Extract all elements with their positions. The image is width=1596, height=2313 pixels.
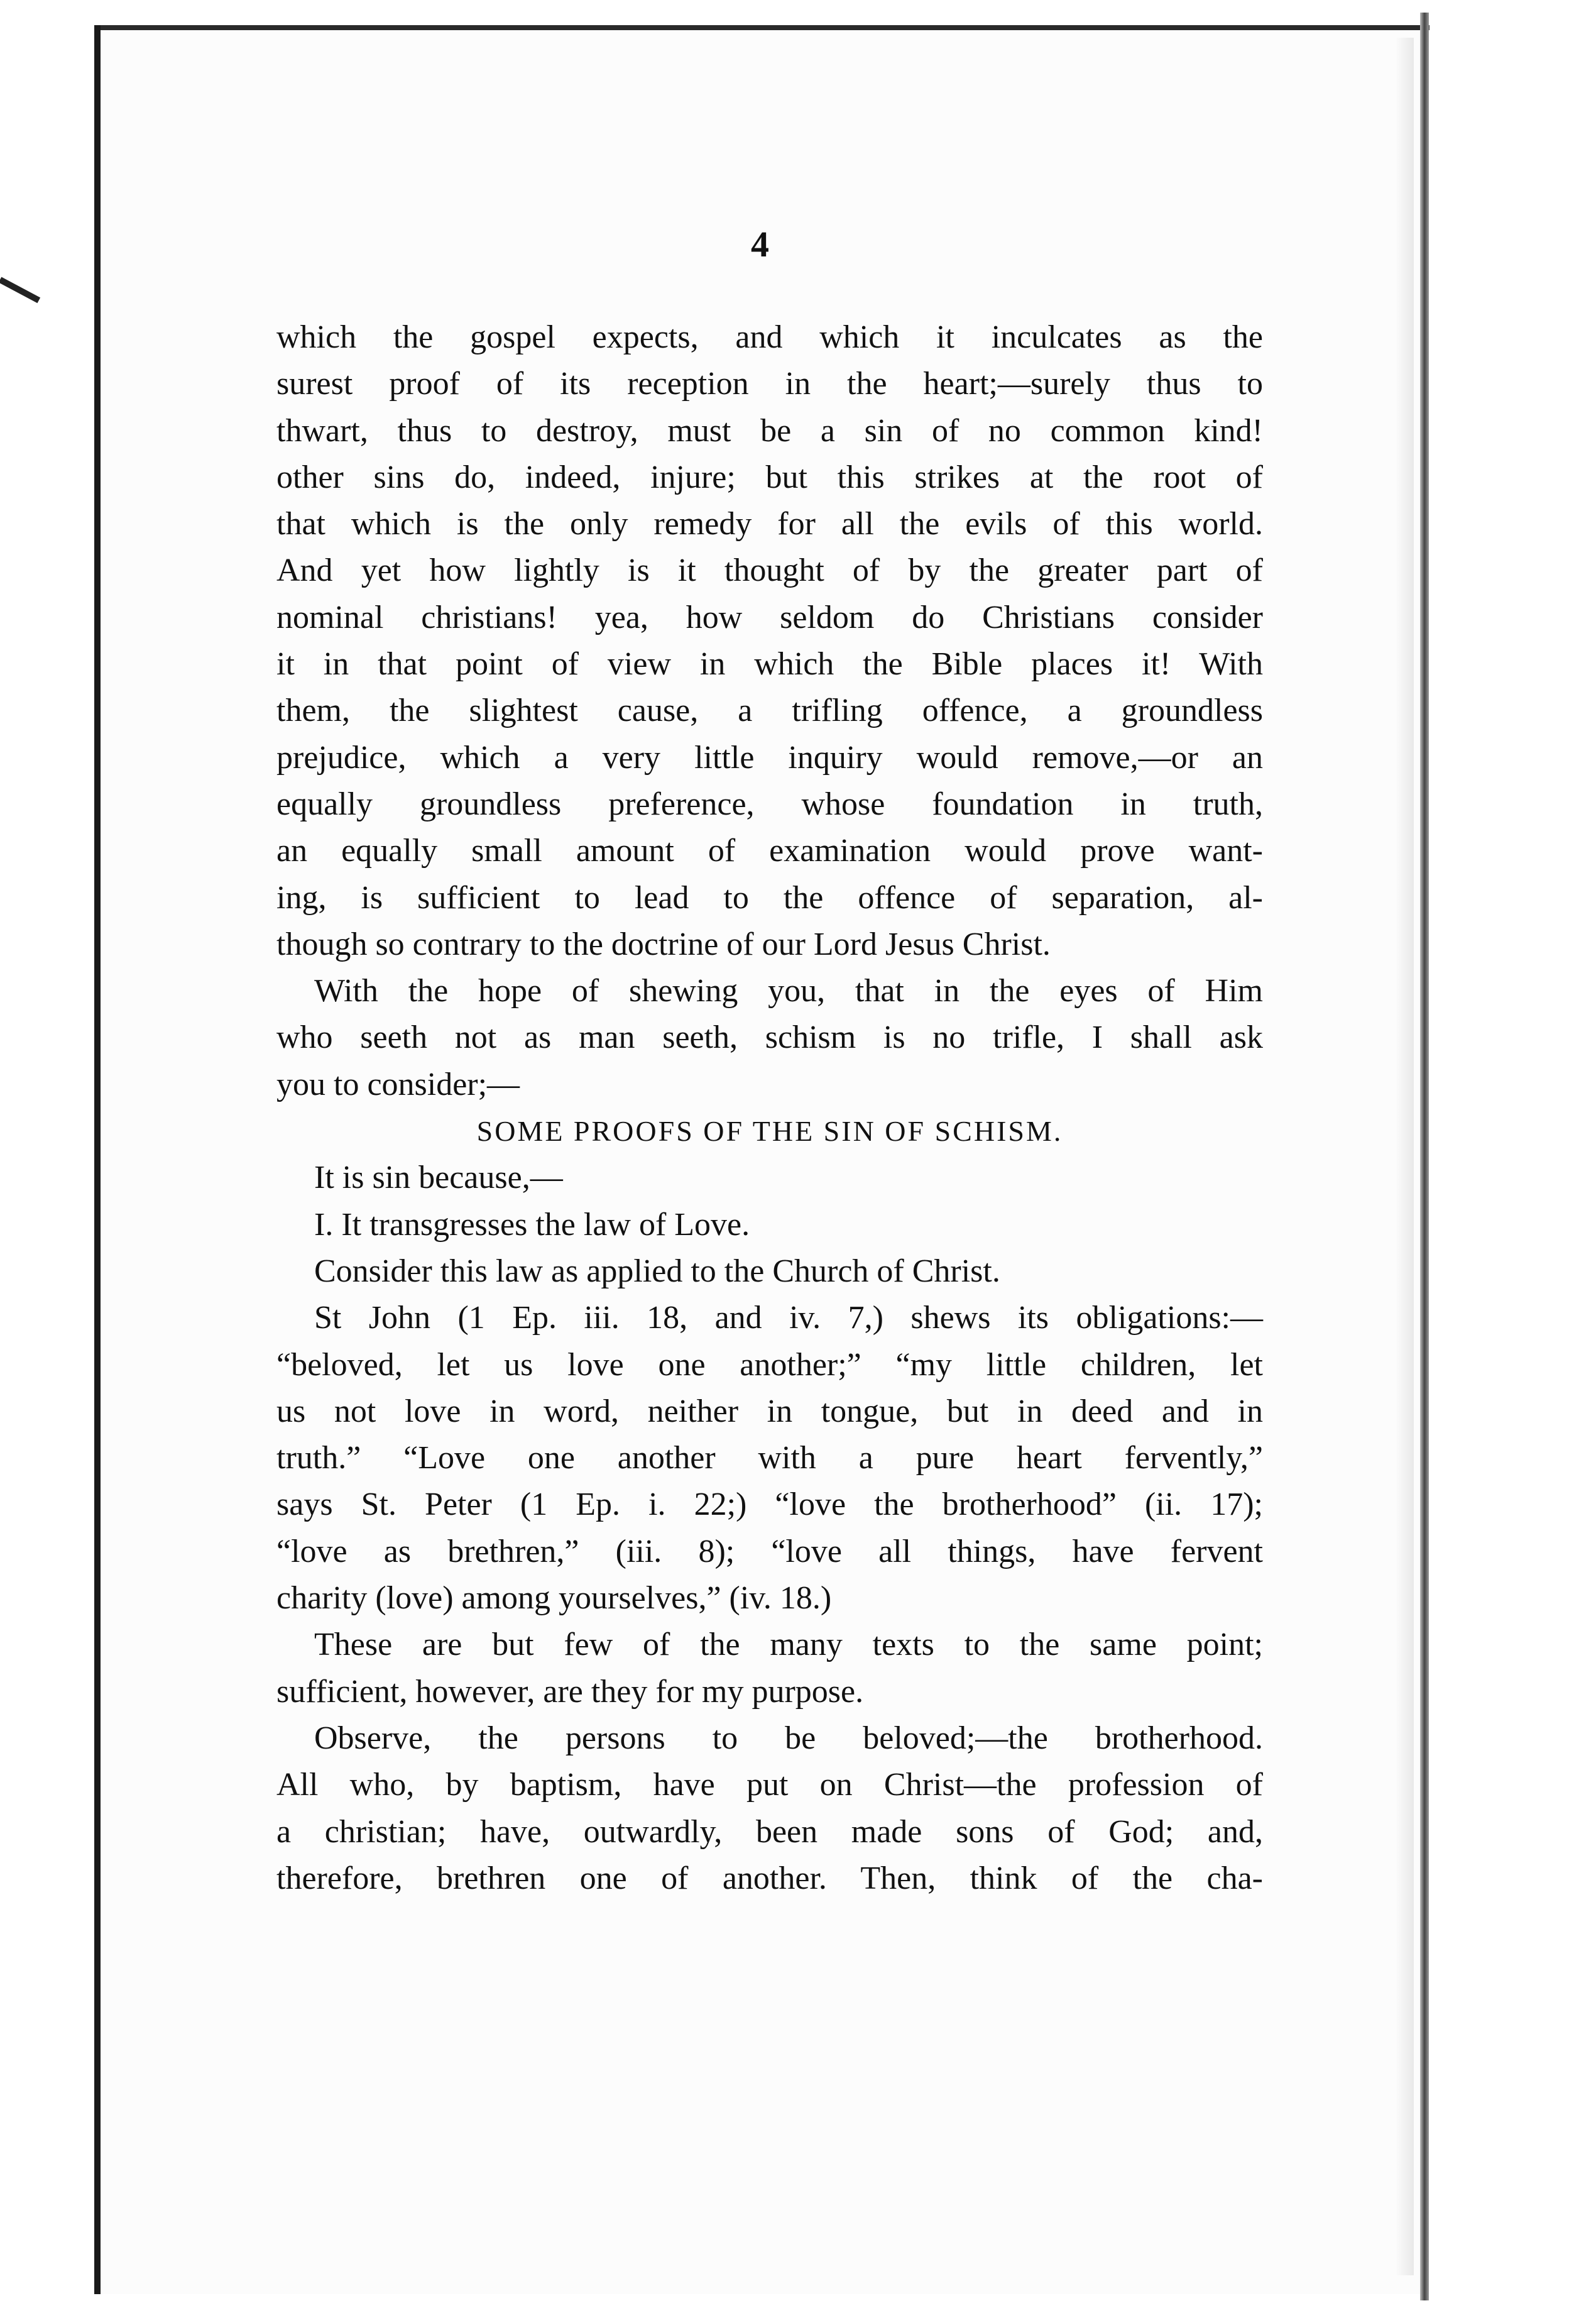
text-line: And yet how lightly is it thought of by the greater part of — [276, 552, 1263, 589]
text-line: them, the slightest cause, a trifling offence, a groundless — [276, 693, 1263, 729]
text-line: thwart, thus to destroy, must be a sin of no common kind! — [276, 412, 1263, 449]
text-line: prejudice, which a very little inquiry would remove,—or an — [276, 739, 1263, 776]
text-line: St John (1 Ep. iii. 18, and iv. 7,) shews its obligations:— — [314, 1300, 1263, 1336]
text-line: ing, is sufficient to lead to the offence of separation, al- — [276, 879, 1263, 916]
text-line: who seeth not as man seeth, schism is no trifle, I shall ask — [276, 1019, 1263, 1056]
text-line: a christian; have, outwardly, been made sons of God; and, — [276, 1813, 1263, 1850]
text-line: says St. Peter (1 Ep. i. 22;) “love the brotherhood” (ii. 17); — [276, 1486, 1263, 1523]
text-line: surest proof of its reception in the heart;—surely thus to — [276, 366, 1263, 402]
page-number: 4 — [751, 224, 769, 265]
body-text — [276, 314, 1263, 1902]
text-line: These are but few of the many texts to the same point; — [314, 1627, 1263, 1663]
text-line: truth.” “Love one another with a pure heart fervently,” — [276, 1440, 1263, 1476]
text-line: though so contrary to the doctrine of our Lord Jesus Christ. — [276, 926, 1051, 962]
text-line: therefore, brethren one of another. Then, think of the cha- — [276, 1860, 1263, 1896]
text-line: “love as brethren,” (iii. 8); “love all things, have fervent — [276, 1533, 1263, 1569]
text-line: an equally small amount of examination would prove want- — [276, 833, 1263, 869]
margin-mark — [0, 277, 40, 304]
text-line: With the hope of shewing you, that in the eyes of Him — [314, 973, 1263, 1009]
text-line: other sins do, indeed, injure; but this strikes at the root of — [276, 459, 1263, 495]
text-line: sufficient, however, are they for my purpose. — [276, 1673, 864, 1710]
page-top-edge — [101, 25, 1429, 30]
text-line: Consider this law as applied to the Church of Christ. — [314, 1253, 1000, 1289]
text-line: It is sin because,— — [314, 1160, 563, 1196]
text-line: us not love in word, neither in tongue, but in deed and in — [276, 1393, 1263, 1429]
text-line: you to consider;— — [276, 1066, 520, 1102]
text-line: I. It transgresses the law of Love. — [314, 1206, 750, 1243]
text-line: that which is the only remedy for all the evils of this world. — [276, 506, 1263, 542]
page-right-edge — [1420, 13, 1429, 2300]
text-line: “beloved, let us love one another;” “my little children, let — [276, 1346, 1263, 1383]
text-line: which the gospel expects, and which it inculcates as the — [276, 319, 1263, 355]
page-gutter-shadow — [1395, 38, 1414, 2275]
text-line: it in that point of view in which the Bible places it! With — [276, 646, 1263, 683]
text-line: equally groundless preference, whose foundation in truth, — [276, 786, 1263, 822]
text-line: charity (love) among yourselves,” (iv. 18.) — [276, 1580, 832, 1617]
text-line: nominal christians! yea, how seldom do Christians consider — [276, 599, 1263, 635]
text-line: All who, by baptism, have put on Christ—the profession of — [276, 1767, 1263, 1803]
text-line: Observe, the persons to be beloved;—the brotherhood. — [314, 1720, 1263, 1756]
section-heading: SOME PROOFS OF THE SIN OF SCHISM. — [476, 1115, 1063, 1148]
